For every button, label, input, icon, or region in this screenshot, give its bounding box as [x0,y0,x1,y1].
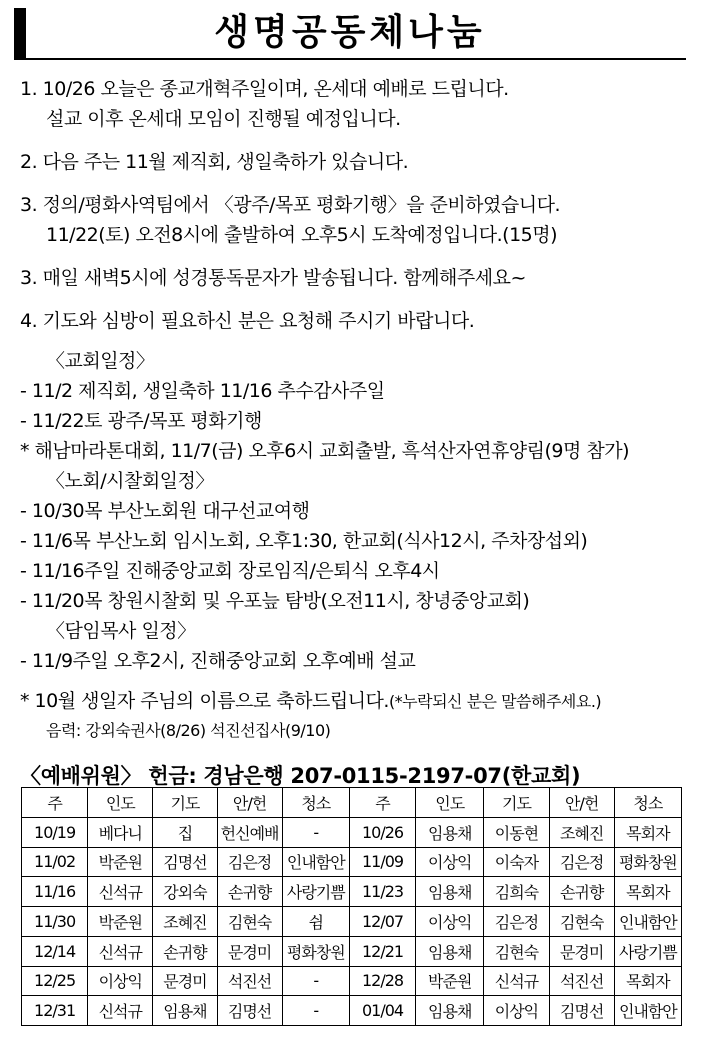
table-header-cell: 기도 [484,788,549,818]
offering-account: 〈예배위원〉 헌금: 경남은행 207-0115-2197-07(한교회) [20,764,581,788]
table-cell: 조혜진 [549,817,614,847]
table-cell: 12/07 [349,907,415,937]
page-title: 생명공동체나눔 [214,12,486,53]
birthday-lunar: 음력: 강외숙권사(8/26) 석진선집사(9/10) [46,721,331,740]
announcement-4: 4. 기도와 심방이 필요하신 분은 요청해 주시기 바랍니다. [20,310,475,332]
table-cell: 박준원 [88,847,153,877]
table-cell: - [282,817,349,847]
table-cell: 베다니 [88,817,153,847]
table-cell: 손귀향 [549,877,614,907]
table-cell: 11/16 [22,877,88,907]
birthday-note: (*누락되신 분은 말씀해주세요.) [388,692,602,711]
table-cell: 목회자 [614,966,681,996]
table-cell: 손귀향 [153,936,217,966]
announcement-3-cont: 11/22(토) 오전8시에 출발하여 오후5시 도착예정입니다.(15명) [46,224,558,246]
table-cell: 헌신예배 [217,817,282,847]
table-cell: 문경미 [153,966,217,996]
announcement-3: 3. 정의/평화사역팀에서 〈광주/목포 평화기행〉을 준비하였습니다. [20,194,560,216]
table-cell: 신석규 [88,996,153,1026]
table-row [22,996,682,1026]
table-cell: 김명선 [217,996,282,1026]
table-cell: 사랑기쁨 [614,936,681,966]
schedule-item: - 10/30목 부산노회원 대구선교여행 [20,500,310,522]
table-header-cell: 안/헌 [549,788,614,818]
table-cell: 임용채 [153,996,217,1026]
table-cell: 이동현 [484,817,549,847]
table-row [22,817,682,847]
birthday-line [20,688,601,715]
table-cell: 평화창원 [282,936,349,966]
table-cell: 11/30 [22,907,88,937]
schedule-item: - 11/20목 창원시찰회 및 우포늪 탐방(오전11시, 창녕중앙교회) [20,590,530,612]
table-cell: 10/26 [349,817,415,847]
schedule-item: * 해남마라톤대회, 11/7(금) 오후6시 교회출발, 흑석산자연휴양림(9명 참가) [20,440,630,462]
schedule-heading-pastor: 〈담임목사 일정〉 [46,620,196,642]
table-row [22,907,682,937]
schedule-item: - 11/6목 부산노회 임시노회, 오후1:30, 한교회(식사12시, 주차장섭외) [20,530,588,552]
table-cell: 이상익 [416,907,484,937]
table-row [22,936,682,966]
table-cell: 석진선 [549,966,614,996]
birthday-main: * 10월 생일자 주님의 이름으로 축하드립니다. [20,690,389,712]
announcement-1: 1. 10/26 오늘은 종교개혁주일이며, 온세대 예배로 드립니다. [20,78,509,100]
table-cell: 인내함안 [614,907,681,937]
table-cell: 12/25 [22,966,88,996]
table-cell: - [282,996,349,1026]
table-cell: 이상익 [416,847,484,877]
table-cell: 인내함안 [282,847,349,877]
schedule-heading-presbytery: 〈노회/시찰회일정〉 [46,470,214,492]
table-cell: 11/23 [349,877,415,907]
table-cell: 11/09 [349,847,415,877]
table-cell: 12/28 [349,966,415,996]
schedule-item: - 11/9주일 오후2시, 진해중앙교회 오후예배 설교 [20,650,416,672]
table-cell: 김은정 [549,847,614,877]
table-cell: 목회자 [614,817,681,847]
table-cell: 집 [153,817,217,847]
announcement-3b: 3. 매일 새벽5시에 성경통독문자가 발송됩니다. 함께해주세요~ [20,267,526,289]
table-row [22,966,682,996]
table-cell: 신석규 [484,966,549,996]
announcement-1-cont: 설교 이후 온세대 모임이 진행될 예정입니다. [46,108,401,130]
table-header-cell: 주 [22,788,88,818]
table-cell: 김은정 [484,907,549,937]
table-cell: 12/31 [22,996,88,1026]
table-cell: 이숙자 [484,847,549,877]
table-cell: 조혜진 [153,907,217,937]
schedule-heading-church: 〈교회일정〉 [46,350,155,372]
table-cell: 석진선 [217,966,282,996]
table-row [22,847,682,877]
schedule-item: - 11/2 제직회, 생일축하 11/16 추수감사주일 [20,380,385,402]
table-cell: 김은정 [217,847,282,877]
table-cell: 임용채 [416,996,484,1026]
table-header-cell: 인도 [416,788,484,818]
table-cell: 문경미 [549,936,614,966]
table-cell: 강외숙 [153,877,217,907]
title-block [14,8,686,60]
table-cell: 사랑기쁨 [282,877,349,907]
announcement-2: 2. 다음 주는 11월 제직회, 생일축하가 있습니다. [20,151,409,173]
table-cell: 01/04 [349,996,415,1026]
table-cell: 10/19 [22,817,88,847]
table-cell: 신석규 [88,936,153,966]
schedule-item: - 11/22토 광주/목포 평화기행 [20,410,262,432]
table-cell: 김현숙 [217,907,282,937]
table-cell: - [282,966,349,996]
table-cell: 12/21 [349,936,415,966]
title-underline [14,58,686,60]
table-row [22,877,682,907]
table-cell: 이상익 [484,996,549,1026]
table-cell: 김명선 [549,996,614,1026]
table-cell: 임용채 [416,877,484,907]
table-cell: 12/14 [22,936,88,966]
table-cell: 임용채 [416,817,484,847]
table-cell: 쉼 [282,907,349,937]
table-cell: 11/02 [22,847,88,877]
table-cell: 박준원 [88,907,153,937]
table-cell: 문경미 [217,936,282,966]
table-header-cell: 기도 [153,788,217,818]
table-header-row [22,788,682,818]
worship-duty-table [21,787,682,1026]
table-cell: 김희숙 [484,877,549,907]
table-cell: 임용채 [416,936,484,966]
schedule-item: - 11/16주일 진해중앙교회 장로임직/은퇴식 오후4시 [20,560,440,582]
table-cell: 평화창원 [614,847,681,877]
table-header-cell: 주 [349,788,415,818]
table-header-cell: 청소 [614,788,681,818]
table-cell: 신석규 [88,877,153,907]
table-cell: 손귀향 [217,877,282,907]
table-cell: 김현숙 [484,936,549,966]
table-cell: 김명선 [153,847,217,877]
table-header-cell: 인도 [88,788,153,818]
table-cell: 박준원 [416,966,484,996]
table-cell: 목회자 [614,877,681,907]
table-cell: 인내함안 [614,996,681,1026]
table-header-cell: 안/헌 [217,788,282,818]
table-cell: 김현숙 [549,907,614,937]
table-cell: 이상익 [88,966,153,996]
table-header-cell: 청소 [282,788,349,818]
